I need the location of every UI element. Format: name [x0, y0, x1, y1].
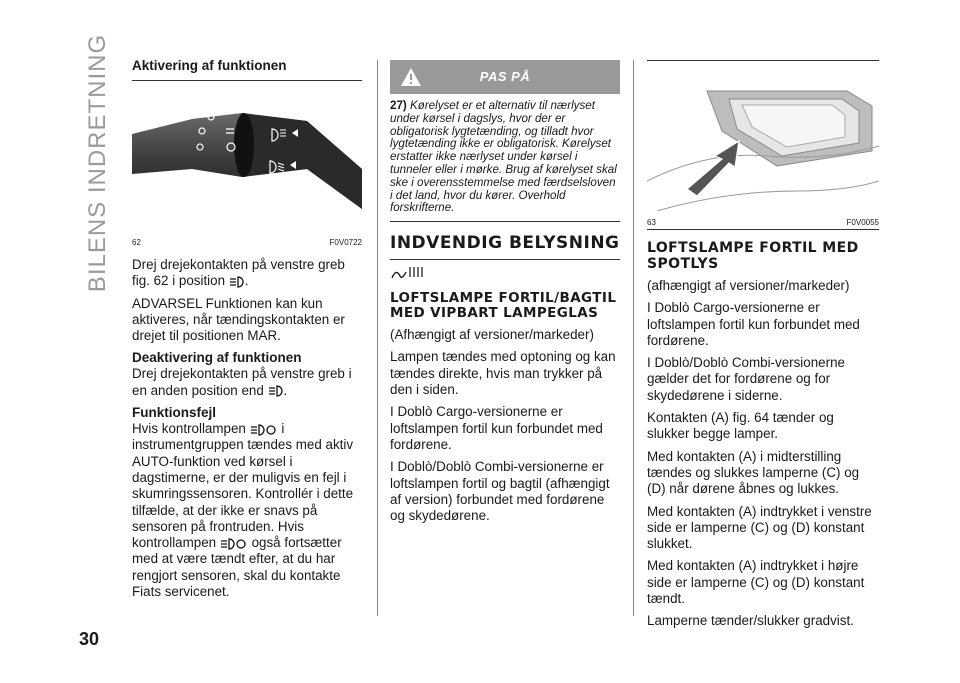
paragraph: I Doblò/Doblò Combi-versionerne gælder det for fordørene og for skydedørene i siderne.	[647, 355, 845, 403]
section-title: BILENS INDRETNING	[84, 33, 111, 293]
heading-malfunction: Funktionsfejl	[132, 405, 216, 421]
light-stalk-illustration	[132, 99, 362, 231]
figure-caption	[647, 218, 879, 227]
paragraph: Drej drejekontakten på venstre greb fig. 62 i position .	[132, 257, 345, 289]
figure-bottom-rule	[647, 229, 879, 230]
heading-rule	[132, 80, 362, 81]
heading-front-rear-lamp: LOFTSLAMPE FORTIL/BAGTIL MED VIPBART LAMPEGLAS	[390, 290, 617, 322]
paragraph: Kontakten (A) fig. 64 tænder og slukker begge lamper.	[647, 410, 834, 442]
headlight-warning-icon	[250, 424, 278, 436]
paragraph: Lamperne tænder/slukker gradvist.	[647, 613, 854, 629]
figure-number: 62	[132, 238, 141, 247]
column-1	[132, 58, 362, 606]
heading-activation: Aktivering af funktionen	[132, 58, 287, 73]
heading-deactivation: Deaktivering af funktionen	[132, 350, 302, 366]
auto-headlight-icon	[268, 385, 284, 397]
paragraph: I Doblò Cargo-versionerne er loftslampen fortil kun forbundet med fordørene.	[647, 300, 860, 348]
figure-63	[647, 71, 879, 227]
headlight-warning-icon	[220, 538, 248, 550]
warning-box-header	[390, 60, 620, 94]
paragraph: Hvis kontrollampen i instrumentgruppen tændes med aktiv AUTO-funktion ved kørsel i dagstimerne, er der muligvis en fejl i skumringssensoren. Kontrollér i dette tilfælde, at der ikke er snavs på sensoren på frontruden. Hvis kontrollampen også fortsætter med at være tændt efter, at du har rengjort sensoren, skal du kontakte Fiats servicenet.	[132, 421, 354, 600]
paragraph: (afhængigt af versioner/markeder)	[647, 278, 850, 293]
paragraph: Med kontakten (A) indtrykket i højre side er lamperne (C) og (D) konstant tændt.	[647, 558, 865, 607]
column-3	[647, 60, 879, 636]
paragraph: (Afhængigt af versioner/markeder)	[390, 327, 594, 343]
warning-text: 27) Kørelyset er et alternativ til nærlyset under kørsel i dagslys, hvor der er obligatorisk lygtetænding, og tilladt hvor lygtetænding ikke er obligatorisk. Kørelyset erstatter ikke nærlyset under kørsel i tunneler eller i mørke. Brug af kørelyset skal ske i overensstemmelse med færdselsloven i det land, hvor du kører. Overhold forskrifterne.	[390, 94, 620, 222]
figure-62	[132, 99, 362, 247]
figure-code: F0V0722	[329, 238, 362, 247]
paragraph: ADVARSEL Funktionen kan kun aktiveres, når tændingskontakten er drejet til positionen MAR.	[132, 295, 345, 344]
column-divider	[633, 60, 634, 616]
auto-headlight-icon	[229, 276, 245, 288]
paragraph: Drej drejekontakten på venstre greb i en anden position end .	[132, 366, 352, 398]
heading-front-lamp-spotlight: LOFTSLAMPE FORTIL MED SPOTLYS	[647, 240, 859, 272]
paragraph: Med kontakten (A) i midterstilling tændes og slukkes lamperne (C) og (D) når dørene åbnes og lukkes.	[647, 448, 860, 497]
interior-light-icon	[390, 264, 430, 280]
column-2	[390, 60, 620, 530]
figure-caption	[132, 238, 362, 247]
heading-rule	[390, 259, 620, 260]
paragraph: I Doblò Cargo-versionerne er loftslampen fortil kun forbundet med fordørene.	[390, 404, 603, 452]
paragraph: I Doblò/Doblò Combi-versionerne er loftslampen fortil og bagtil (afhængigt af version) forbundet med fordørene og skydedørene.	[390, 459, 610, 524]
heading-interior-lighting: INDVENDIG BELYSNING	[390, 233, 620, 254]
column-divider	[377, 60, 378, 616]
warning-title: PAS PÅ	[479, 69, 531, 84]
page-number: 30	[79, 629, 100, 649]
ceiling-lamp-illustration	[647, 71, 879, 211]
paragraph: Lampen tændes med optoning og kan tændes direkte, hvis man trykker på den i siden.	[390, 349, 616, 398]
paragraph: Med kontakten (A) indtrykket i venstre side er lamperne (C) og (D) konstant slukket.	[647, 503, 872, 552]
figure-number: 63	[647, 218, 656, 227]
figure-top-rule	[647, 60, 879, 61]
figure-code: F0V0055	[846, 218, 879, 227]
